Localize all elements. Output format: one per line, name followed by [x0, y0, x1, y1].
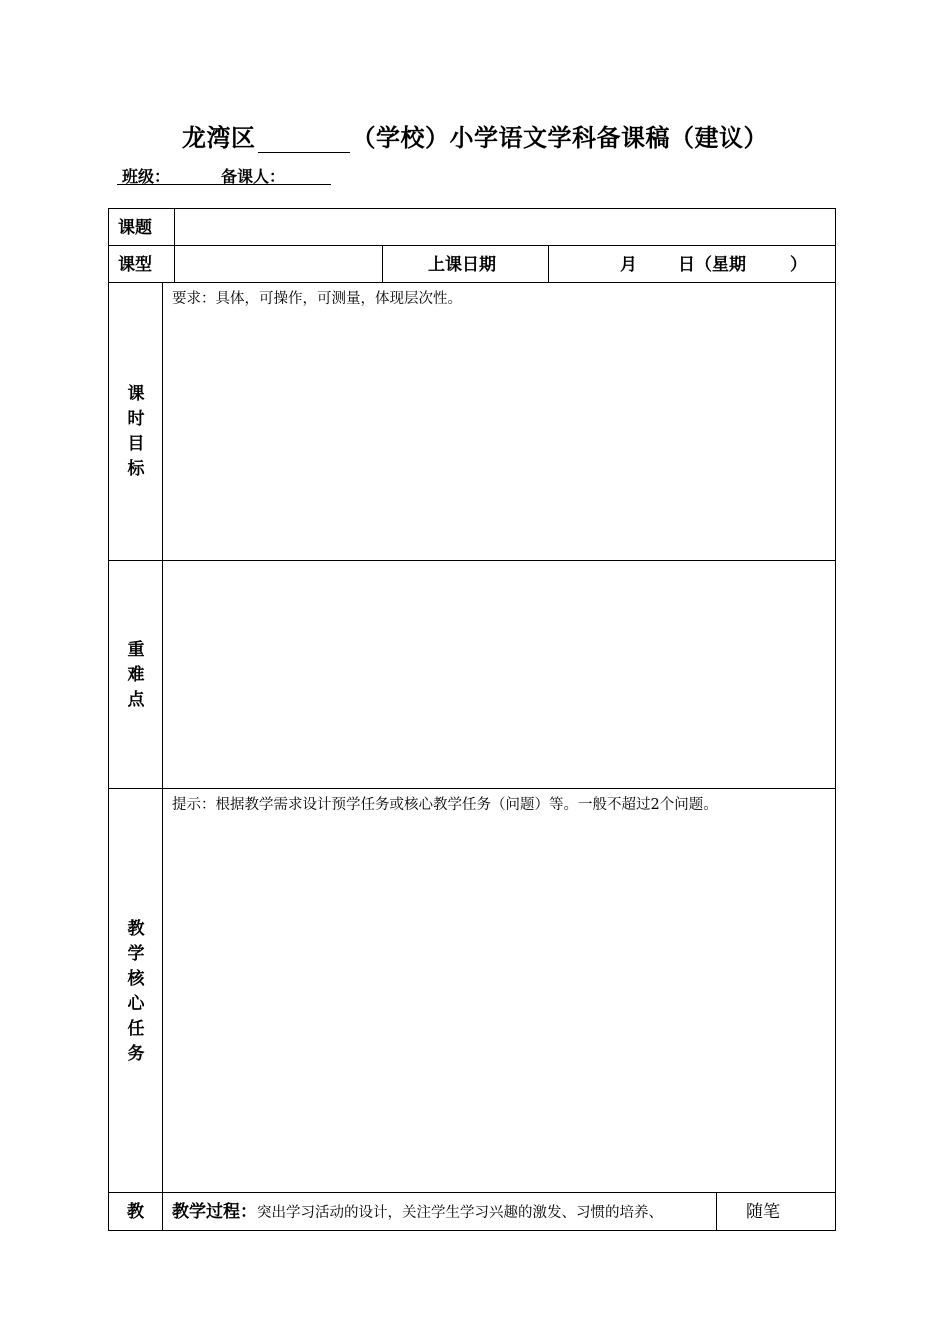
core-task-char: 教: [127, 919, 145, 939]
col-divider: [716, 1192, 717, 1231]
col-divider: [382, 245, 383, 283]
type-label: 课型: [118, 255, 152, 275]
type-field[interactable]: [176, 247, 381, 281]
core-task-char: 任: [127, 1019, 145, 1039]
month-label: 月: [620, 255, 637, 275]
class-label: 班级：: [122, 167, 171, 186]
core-task-char: 核: [127, 969, 145, 989]
table-border-right: [835, 208, 836, 1231]
objectives-label: [109, 382, 163, 482]
day-weekday-label: 日（星期: [678, 255, 746, 275]
process-char: 教: [127, 1202, 144, 1222]
keypoints-char: 难: [127, 665, 145, 685]
keypoints-label: [109, 638, 163, 713]
topic-label: 课题: [118, 218, 152, 238]
table-border-bottom: [108, 1230, 836, 1231]
keypoints-field[interactable]: [164, 562, 834, 786]
date-label: 上课日期: [428, 255, 496, 275]
preparer-label: 备课人：: [221, 167, 286, 186]
objectives-char: 标: [127, 459, 145, 479]
row-divider: [108, 560, 836, 561]
col-divider: [548, 245, 549, 283]
core-task-char: 心: [127, 994, 145, 1014]
row-divider: [108, 245, 836, 246]
core-task-char: 务: [127, 1044, 145, 1064]
notes-label: 随笔: [746, 1202, 780, 1222]
objectives-char: 时: [127, 409, 145, 429]
table-border-left: [108, 208, 109, 1231]
process-text: [172, 1197, 663, 1222]
core-task-note: 提示：根据教学需求设计预学任务或核心教学任务（问题）等。一般不超过2个问题。: [172, 797, 718, 813]
title-prefix: 龙湾区: [182, 124, 256, 152]
core-task-char: 学: [127, 944, 145, 964]
process-note: 突出学习活动的设计，关注学生学习兴趣的激发、习惯的培养、: [257, 1205, 663, 1221]
close-paren: ）: [790, 255, 807, 275]
col-divider: [174, 208, 175, 283]
process-label: 教学过程：: [172, 1202, 257, 1222]
topic-field[interactable]: [176, 210, 834, 244]
objectives-field[interactable]: [164, 310, 834, 558]
row-divider: [108, 282, 836, 283]
objectives-note: 要求：具体，可操作，可测量，体现层次性。: [172, 291, 462, 307]
core-task-label: [109, 917, 163, 1067]
core-task-field[interactable]: [164, 816, 834, 1190]
row-divider: [108, 788, 836, 789]
objectives-char: 目: [127, 434, 145, 454]
objectives-char: 课: [127, 384, 145, 404]
table-border-top: [108, 208, 836, 209]
keypoints-char: 点: [127, 690, 145, 710]
row-divider: [108, 1192, 836, 1193]
title-suffix: （学校）小学语文学科备课稿（建议）: [351, 124, 768, 152]
keypoints-char: 重: [127, 640, 145, 660]
